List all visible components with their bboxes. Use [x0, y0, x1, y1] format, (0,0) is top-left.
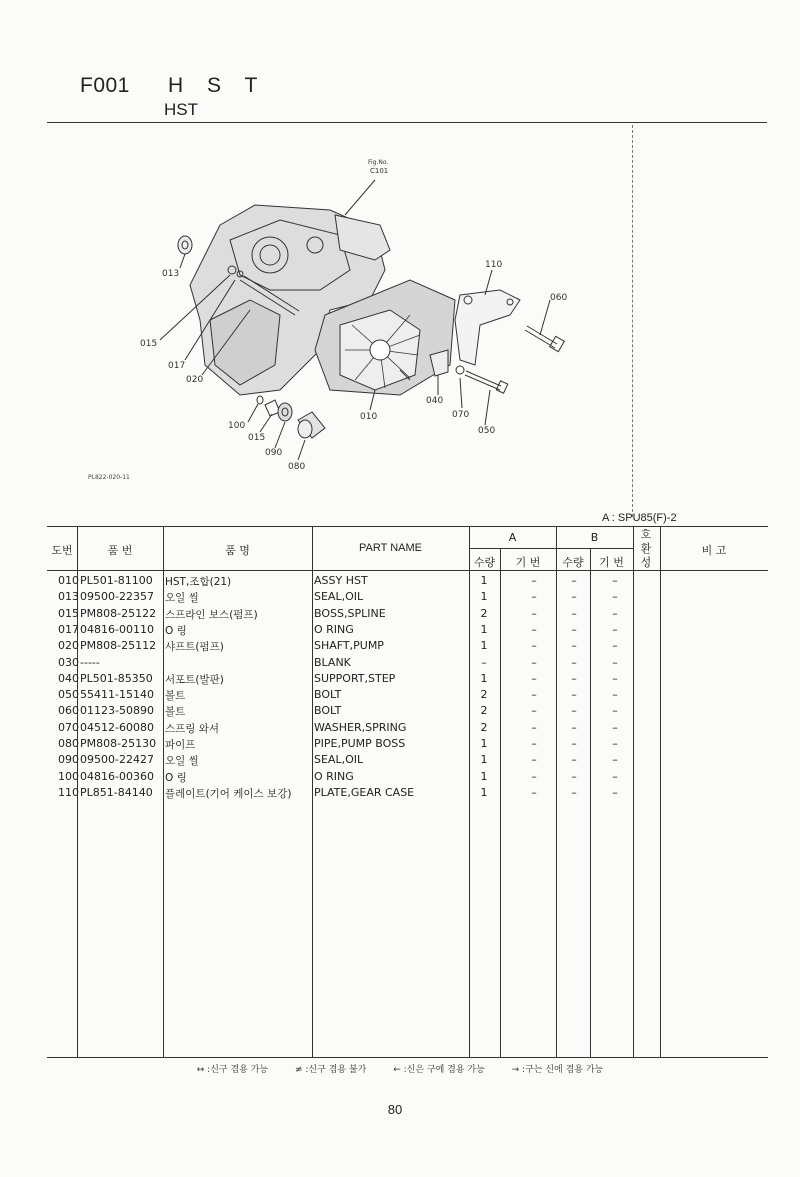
- cell-en: SEAL,OIL: [314, 753, 364, 767]
- col-header-group-a: A: [508, 531, 517, 544]
- cell-kr: 스프라인 보스(펌프): [165, 608, 258, 621]
- cell-qa: 1: [480, 737, 488, 750]
- table-row: [47, 753, 768, 769]
- table-row: [47, 574, 768, 590]
- cell-no: 010: [58, 574, 79, 587]
- page-subtitle: HST: [164, 100, 198, 119]
- cell-qa: 1: [480, 590, 488, 604]
- cell-kb: –: [612, 753, 618, 767]
- page-number: 80: [387, 1102, 403, 1117]
- cell-en: PLATE,GEAR CASE: [314, 785, 415, 799]
- cell-part: 09500-22427: [80, 753, 154, 767]
- cell-en: BLANK: [314, 655, 351, 669]
- cell-ka: –: [531, 753, 537, 767]
- cell-kr: 파이프: [165, 739, 196, 751]
- cell-part: 55411-15140: [80, 688, 154, 702]
- cell-qb: –: [571, 720, 577, 734]
- callout-010: 010: [360, 412, 378, 422]
- col-header-group-b: B: [590, 531, 599, 544]
- cell-no: 017: [58, 622, 79, 636]
- cell-no: 090: [58, 753, 79, 767]
- vertical-dashed-divider: [632, 125, 633, 517]
- cell-part: -----: [80, 655, 100, 669]
- cell-ka: –: [531, 785, 537, 799]
- fig-no-value: C101: [370, 167, 389, 175]
- legend-item: ← :신은 구에 겸용 가능: [393, 1065, 485, 1075]
- group-subheader-line: [469, 548, 633, 549]
- cell-ka: –: [531, 688, 537, 702]
- cell-qa: 2: [480, 704, 488, 718]
- cell-kr: HST,조합(21): [165, 576, 232, 588]
- cell-kr: 오일 씰: [165, 755, 199, 768]
- cell-qb: –: [571, 606, 577, 620]
- cell-qb: –: [571, 704, 577, 718]
- cell-kb: –: [612, 737, 618, 750]
- cell-qb: –: [571, 639, 577, 653]
- cell-kb: –: [612, 688, 618, 702]
- col-header-remarks: 비 고: [701, 544, 727, 557]
- cell-ka: –: [531, 590, 537, 604]
- cell-part: 04512-60080: [80, 720, 154, 734]
- cell-no: 015: [58, 606, 79, 620]
- cell-no: 100: [58, 769, 79, 783]
- callout-110: 110: [485, 260, 503, 270]
- cell-en: PIPE,PUMP BOSS: [314, 737, 406, 750]
- cell-no: 030: [58, 655, 79, 669]
- cell-qb: –: [571, 590, 577, 604]
- cell-no: 110: [58, 785, 79, 799]
- cell-ka: –: [531, 769, 537, 783]
- cell-kb: –: [612, 671, 618, 685]
- cell-ka: –: [531, 606, 537, 620]
- cell-kr: 오일 씰: [165, 592, 199, 605]
- cell-qa: 1: [480, 769, 488, 783]
- col-header-en-name: PART NAME: [359, 542, 422, 554]
- cell-part: 04816-00360: [80, 769, 154, 783]
- callout-090: 090: [265, 448, 283, 458]
- cell-kr: 서포트(발판): [165, 673, 224, 686]
- section-code: F001: [80, 74, 130, 97]
- cell-qb: –: [571, 688, 577, 702]
- model-label: A : SPU85(F)-2: [602, 512, 677, 524]
- col-header-base-a: 기 번: [515, 556, 541, 569]
- cell-en: BOLT: [314, 688, 342, 702]
- cell-en: O RING: [314, 622, 354, 636]
- cell-qa: 2: [480, 688, 488, 702]
- cell-part: PM808-25130: [80, 737, 157, 750]
- cell-kr: O 링: [165, 624, 187, 637]
- cell-part: PM808-25122: [80, 606, 157, 620]
- cell-part: PL851-84140: [80, 785, 153, 799]
- callout-080: 080: [288, 462, 306, 472]
- cell-kr: 스프링 와셔: [165, 722, 220, 735]
- cell-qb: –: [571, 622, 577, 636]
- table-row: [47, 607, 768, 623]
- cell-ka: –: [531, 655, 537, 669]
- cell-qb: –: [571, 574, 577, 587]
- exploded-parts-diagram: [80, 150, 600, 490]
- cell-part: 09500-22357: [80, 590, 154, 604]
- cell-en: SEAL,OIL: [314, 590, 364, 604]
- cell-qa: 2: [480, 720, 488, 734]
- table-row: [47, 656, 768, 672]
- callout-017: 017: [168, 361, 186, 371]
- cell-en: SHAFT,PUMP: [314, 639, 384, 653]
- cell-no: 050: [58, 688, 79, 702]
- callout-015: 015: [140, 339, 158, 349]
- cell-no: 013: [58, 590, 79, 604]
- cell-qa: 1: [480, 574, 488, 587]
- cell-qa: –: [481, 655, 487, 669]
- cell-no: 060: [58, 704, 79, 718]
- cell-kb: –: [612, 574, 618, 587]
- cell-qa: 1: [480, 671, 488, 685]
- cell-part: PL501-85350: [80, 671, 153, 685]
- cell-no: 020: [58, 639, 79, 653]
- callout-100: 100: [228, 421, 246, 431]
- cell-kb: –: [612, 720, 618, 734]
- cell-en: WASHER,SPRING: [314, 720, 407, 734]
- cell-qa: 1: [480, 639, 488, 653]
- table-row: [47, 770, 768, 786]
- cell-kr: 볼트: [165, 690, 186, 703]
- cell-qb: –: [571, 785, 577, 799]
- table-row: [47, 623, 768, 639]
- cell-qb: –: [571, 753, 577, 767]
- table-row: [47, 786, 768, 802]
- legend-item: → :구는 신에 겸용 가능: [511, 1065, 604, 1075]
- callout-015-lower: 015: [248, 433, 266, 443]
- cell-ka: –: [531, 671, 537, 685]
- figure-reference: PL822-020-11: [88, 474, 130, 481]
- cell-part: PM808-25112: [80, 639, 157, 653]
- cell-kb: –: [612, 785, 618, 799]
- legend-item: ≠ :신구 겸용 불가: [294, 1065, 367, 1075]
- cell-kb: –: [612, 769, 618, 783]
- cell-ka: –: [531, 639, 537, 653]
- cell-part: 01123-50890: [80, 704, 154, 718]
- col-header-kr-name: 품 명: [225, 544, 250, 557]
- cell-qa: 2: [480, 606, 488, 620]
- callout-013: 013: [162, 269, 180, 279]
- header-divider: [47, 122, 767, 123]
- cell-kr: O 링: [165, 771, 187, 784]
- cell-kr: 플레이트(기어 케이스 보강): [165, 787, 292, 800]
- cell-ka: –: [531, 622, 537, 636]
- cell-part: PL501-81100: [80, 574, 153, 587]
- cell-qa: 1: [480, 622, 488, 636]
- cell-en: ASSY HST: [314, 574, 368, 587]
- cell-ka: –: [531, 704, 537, 718]
- cell-kb: –: [612, 655, 618, 669]
- cell-kr: 볼트: [165, 706, 186, 719]
- callout-070: 070: [452, 410, 470, 420]
- cell-ka: –: [531, 574, 537, 587]
- cell-no: 040: [58, 671, 79, 685]
- cell-part: 04816-00110: [80, 622, 154, 636]
- fig-no-label: Fig.No.: [368, 159, 389, 166]
- table-row: [47, 721, 768, 737]
- cell-kb: –: [612, 622, 618, 636]
- cell-en: BOLT: [314, 704, 342, 718]
- cell-no: 070: [58, 720, 79, 734]
- cell-no: 080: [58, 737, 79, 750]
- table-row: [47, 737, 768, 753]
- col-header-part: 품 번: [107, 544, 133, 557]
- cell-qb: –: [571, 769, 577, 783]
- table-row: [47, 688, 768, 704]
- col-header-base-b: 기 번: [599, 556, 624, 569]
- callout-040: 040: [426, 396, 444, 406]
- callout-020: 020: [186, 375, 204, 385]
- col-header-qty-a: 수량: [473, 556, 496, 569]
- table-row: [47, 672, 768, 688]
- col-header-compat: 호 환 성: [640, 528, 652, 569]
- callout-050: 050: [478, 426, 496, 436]
- table-row: [47, 639, 768, 655]
- cell-kb: –: [612, 639, 618, 653]
- cell-en: SUPPORT,STEP: [314, 671, 396, 685]
- cell-ka: –: [531, 720, 537, 734]
- cell-kb: –: [612, 704, 618, 718]
- cell-qa: 1: [480, 753, 488, 767]
- cell-qa: 1: [480, 785, 488, 799]
- cell-kb: –: [612, 590, 618, 604]
- table-row: [47, 590, 768, 606]
- table-row: [47, 704, 768, 720]
- page-title: H S T: [168, 74, 267, 97]
- callout-060: 060: [550, 293, 568, 303]
- cell-qb: –: [571, 655, 577, 669]
- cell-qb: –: [571, 737, 577, 750]
- cell-ka: –: [531, 737, 537, 750]
- cell-en: BOSS,SPLINE: [314, 606, 386, 620]
- cell-en: O RING: [314, 769, 354, 783]
- legend-item: ↔ :신구 겸용 가능: [196, 1065, 269, 1075]
- col-header-no: 도번: [51, 544, 73, 557]
- cell-kb: –: [612, 606, 618, 620]
- table-bottom-border: [47, 1057, 768, 1058]
- col-header-qty-b: 수량: [562, 556, 584, 569]
- cell-kr: 샤프트(펌프): [165, 641, 224, 654]
- compatibility-legend: [0, 1062, 800, 1075]
- cell-qb: –: [571, 671, 577, 685]
